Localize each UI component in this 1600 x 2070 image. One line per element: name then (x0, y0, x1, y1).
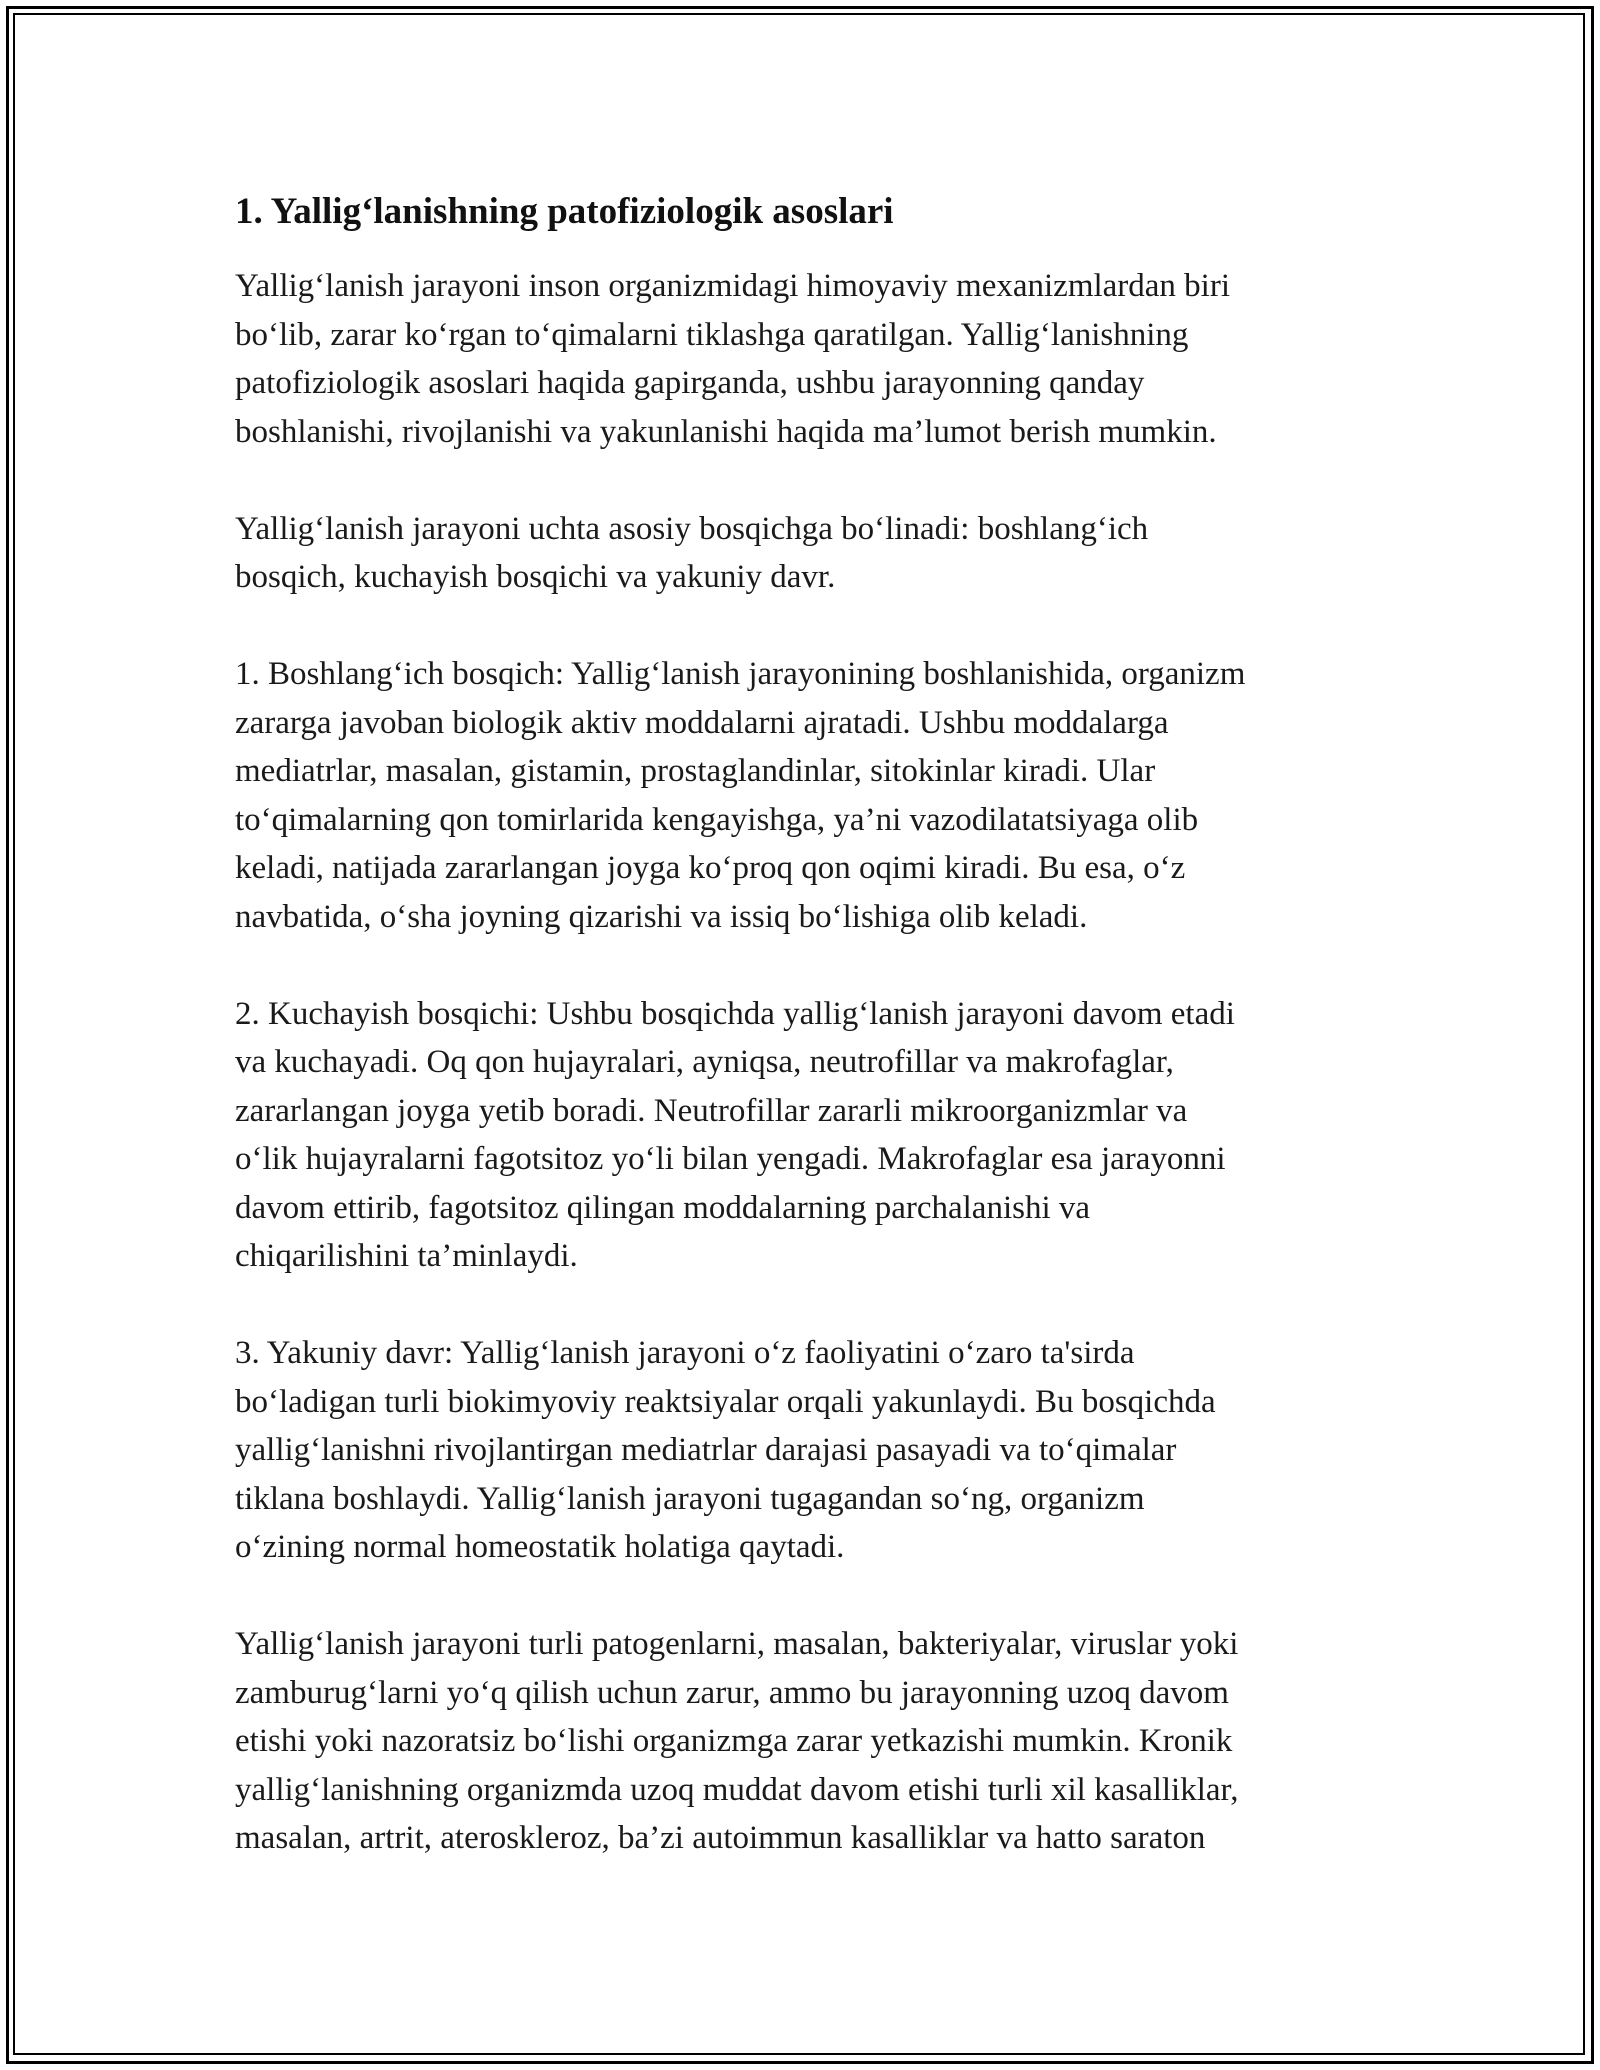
text-line: Yallig‘lanish jarayoni uchta asosiy bosqichga bo‘linadi: boshlang‘ich (235, 510, 1149, 547)
text-line: zararga javoban biologik aktiv moddalarni ajratadi. Ushbu moddalarga (235, 704, 1169, 741)
text-line: etishi yoki nazoratsiz bo‘lishi organizmga zarar yetkazishi mumkin. Kronik (235, 1723, 1233, 1759)
text-line: 1. Boshlang‘ich bosqich: Yallig‘lanish jarayonining boshlanishida, organizm (235, 656, 1246, 692)
paragraph-intro (235, 262, 1385, 456)
text-line: patofiziologik asoslari haqida gapirganda, ushbu jarayonning qanday (235, 365, 1145, 401)
text-line: masalan, artrit, ateroskleroz, ba’zi autoimmun kasalliklar va hatto saraton (235, 1820, 1206, 1856)
paragraph-stages-overview (235, 505, 1385, 602)
text-line: o‘zining normal homeostatik holatiga qaytadi. (235, 1529, 845, 1565)
paragraph-conclusion (235, 1620, 1385, 1863)
text-line: va kuchayadi. Oq qon hujayralari, ayniqsa, neutrofillar va makrofaglar, (235, 1044, 1174, 1080)
text-line: to‘qimalarning qon tomirlarida kengayishga, ya’ni vazodilatatsiyaga olib (235, 801, 1199, 838)
text-line: keladi, natijada zararlangan joyga ko‘proq qon oqimi kiradi. Bu esa, o‘z (235, 850, 1186, 886)
text-line: yallig‘lanishni rivojlantirgan mediatrlar darajasi pasayadi va to‘qimalar (235, 1432, 1177, 1468)
paragraph-stage-2 (235, 990, 1385, 1281)
text-line: bosqich, kuchayish bosqichi va yakuniy davr. (235, 559, 836, 595)
text-line: bo‘lib, zarar ko‘rgan to‘qimalarni tiklashga qaratilgan. Yallig‘lanishning (235, 316, 1189, 353)
paragraph-stage-3 (235, 1329, 1385, 1572)
text-line: davom ettirib, fagotsitoz qilingan moddalarning parchalanishi va (235, 1189, 1091, 1226)
text-line: yallig‘lanishning organizmda uzoq muddat davom etishi turli xil kasalliklar, (235, 1771, 1239, 1808)
text-line: chiqarilishini ta’minlaydi. (235, 1238, 578, 1274)
text-line: navbatida, o‘sha joyning qizarishi va issiq bo‘lishiga olib keladi. (235, 898, 1088, 935)
text-line: o‘lik hujayralarni fagotsitoz yo‘li bilan yengadi. Makrofaglar esa jarayonni (235, 1141, 1226, 1177)
text-line: 2. Kuchayish bosqichi: Ushbu bosqichda yallig‘lanish jarayoni davom etadi (235, 995, 1235, 1032)
text-line: tiklana boshlaydi. Yallig‘lanish jarayoni tugagandan so‘ng, organizm (235, 1480, 1145, 1517)
text-line: Yallig‘lanish jarayoni turli patogenlarni, masalan, bakteriyalar, viruslar yoki (235, 1626, 1239, 1662)
text-line: zamburug‘larni yo‘q qilish uchun zarur, ammo bu jarayonning uzoq davom (235, 1674, 1229, 1711)
section-heading: 1. Yallig‘lanishning patofiziologik asoslari (235, 191, 894, 232)
text-line: Yallig‘lanish jarayoni inson organizmidagi himoyaviy mexanizmlardan biri (235, 268, 1231, 304)
text-line: bo‘ladigan turli biokimyoviy reaktsiyalar orqali yakunlaydi. Bu bosqichda (235, 1383, 1216, 1420)
paragraph-stage-1 (235, 650, 1385, 941)
text-line: zararlangan joyga yetib boradi. Neutrofillar zararli mikroorganizmlar va (235, 1092, 1188, 1129)
document-body (235, 188, 1385, 1911)
text-line: boshlanishi, rivojlanishi va yakunlanishi haqida ma’lumot berish mumkin. (235, 413, 1217, 450)
text-line: mediatrlar, masalan, gistamin, prostaglandinlar, sitokinlar kiradi. Ular (235, 753, 1156, 789)
text-line: 3. Yakuniy davr: Yallig‘lanish jarayoni o‘z faoliyatini o‘zaro ta'sirda (235, 1335, 1135, 1371)
